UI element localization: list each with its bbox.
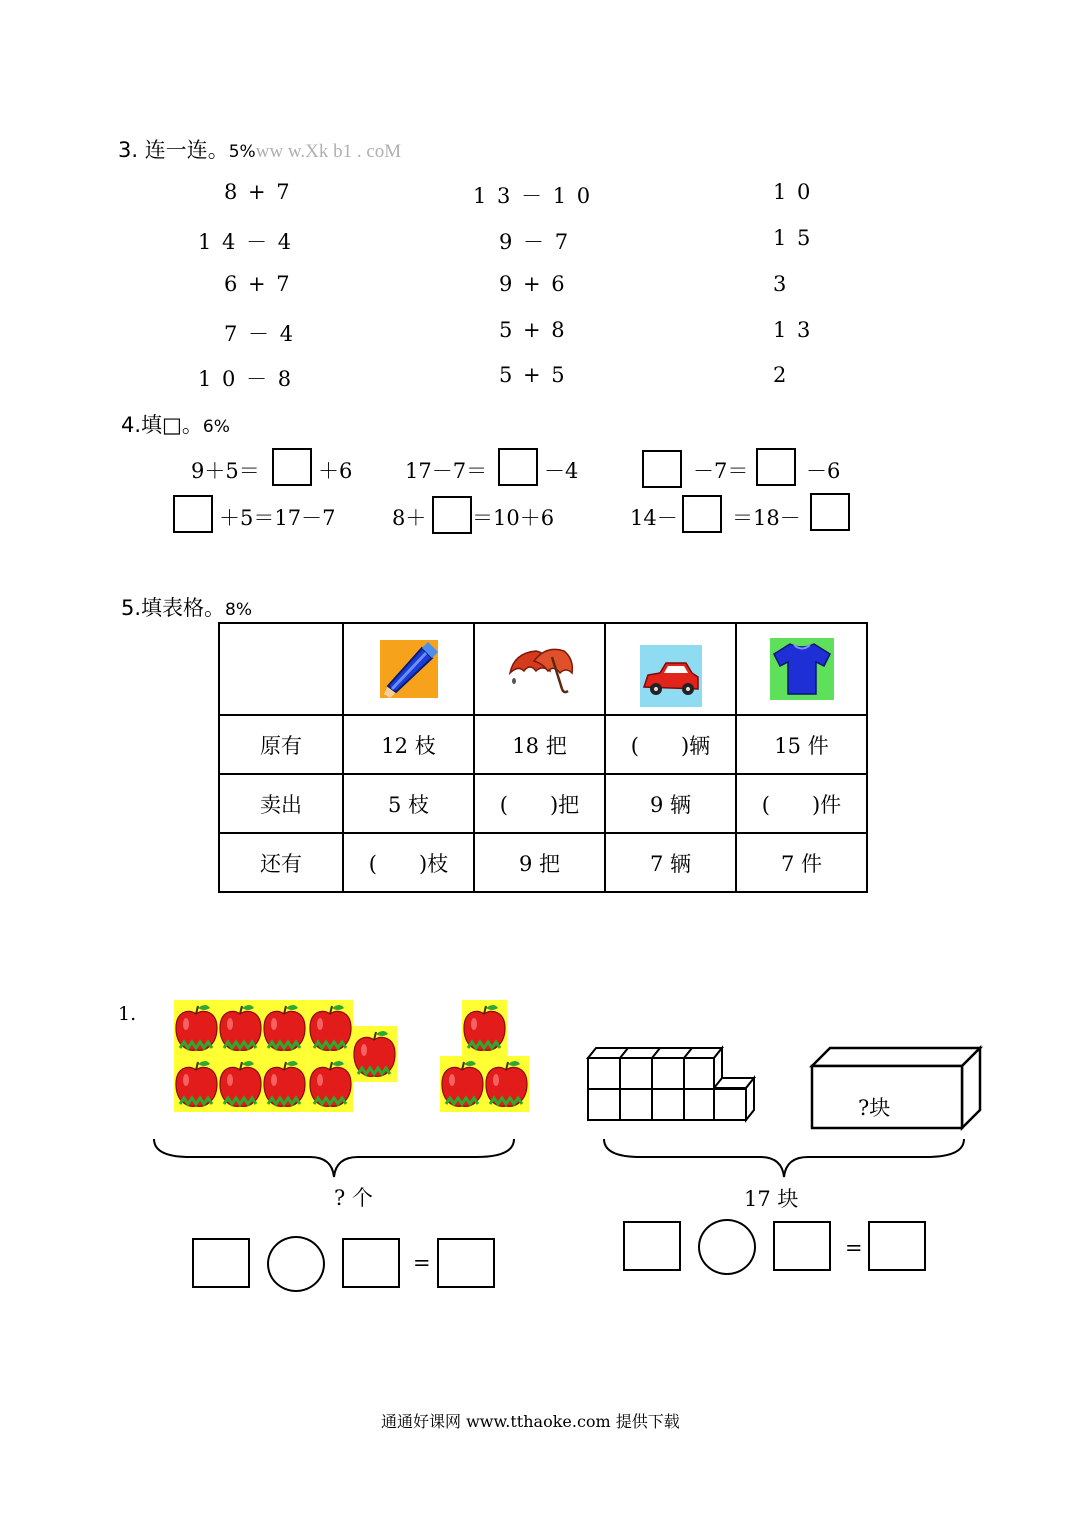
table-cell[interactable]: ( )枝 bbox=[343, 833, 474, 892]
answer-box[interactable] bbox=[623, 1221, 681, 1271]
q3-right-item: 1 0 bbox=[773, 180, 813, 204]
table-cell: 9 把 bbox=[474, 833, 605, 892]
watermark: ww w.Xk b1 . coM bbox=[255, 141, 402, 162]
apple-icon bbox=[462, 1000, 507, 1056]
p1-number: 1. bbox=[118, 1003, 137, 1025]
answer-box[interactable] bbox=[432, 496, 472, 534]
q3-middle-item: 1 3 － 1 0 bbox=[473, 184, 593, 208]
table-cell[interactable]: ( )把 bbox=[474, 774, 605, 833]
q4-expr-text: ＝18－ bbox=[732, 506, 801, 530]
operator-circle[interactable] bbox=[698, 1219, 756, 1275]
q4-expr-text: ＝10＋6 bbox=[472, 506, 555, 530]
answer-box[interactable] bbox=[173, 495, 213, 533]
table-row bbox=[219, 715, 867, 774]
q3-middle-item: 9 － 7 bbox=[499, 230, 571, 254]
inventory-table bbox=[218, 622, 868, 893]
table-cell[interactable]: ( )件 bbox=[736, 774, 867, 833]
q4-expr-text: 17－7＝ bbox=[405, 459, 488, 483]
operator-circle[interactable] bbox=[267, 1236, 325, 1292]
q3-left-item: 6 + 7 bbox=[224, 272, 292, 296]
apple-icon bbox=[440, 1056, 485, 1112]
apple-icon bbox=[308, 1000, 353, 1056]
q4-expr-text: －6 bbox=[806, 459, 841, 483]
answer-box[interactable] bbox=[773, 1221, 831, 1271]
table-header-cell bbox=[474, 623, 605, 715]
q4-expr-text: 14－ bbox=[630, 506, 678, 530]
apple-icon bbox=[218, 1056, 263, 1112]
table-header-cell bbox=[736, 623, 867, 715]
answer-box[interactable] bbox=[342, 1238, 400, 1288]
q3-header bbox=[118, 134, 401, 164]
q3-left-item: 1 0 － 8 bbox=[198, 367, 294, 391]
q5-number: 5. bbox=[121, 596, 142, 620]
footer-text: 通通好课网 www.tthaoke.com 提供下载 bbox=[381, 1412, 680, 1431]
q4-expr-text: 9＋5＝ bbox=[191, 459, 260, 483]
q3-score: 5% bbox=[228, 142, 256, 162]
pencil-icon bbox=[380, 640, 438, 698]
q4-expr-text: ＋6 bbox=[318, 459, 353, 483]
q3-left-item: 7 － 4 bbox=[224, 322, 296, 346]
shirt-icon bbox=[770, 638, 834, 700]
apple-icon bbox=[484, 1056, 529, 1112]
answer-box[interactable] bbox=[810, 493, 850, 531]
answer-box[interactable] bbox=[498, 448, 538, 486]
table-cell: 12 枝 bbox=[343, 715, 474, 774]
q3-right-item: 1 5 bbox=[773, 226, 813, 250]
q3-middle-item: 5 + 5 bbox=[499, 363, 567, 387]
answer-box[interactable] bbox=[868, 1221, 926, 1271]
q3-number: 3. bbox=[118, 138, 139, 162]
table-header-cell bbox=[605, 623, 736, 715]
q3-middle-item: 9 + 6 bbox=[499, 272, 567, 296]
answer-box[interactable] bbox=[642, 450, 682, 488]
row-label: 原有 bbox=[219, 715, 343, 774]
q5-title: 填表格。 bbox=[141, 596, 226, 620]
table-cell: 7 件 bbox=[736, 833, 867, 892]
answer-box[interactable] bbox=[437, 1238, 495, 1288]
table-cell: 18 把 bbox=[474, 715, 605, 774]
table-corner-cell bbox=[219, 623, 343, 715]
table-row bbox=[219, 774, 867, 833]
apple-icon bbox=[174, 1056, 219, 1112]
q4-score: 6% bbox=[202, 417, 230, 437]
q4-number: 4. bbox=[121, 413, 142, 437]
answer-box[interactable] bbox=[192, 1238, 250, 1288]
table-header-cell bbox=[343, 623, 474, 715]
q4-title: 填□。 bbox=[141, 413, 203, 437]
left-brace bbox=[150, 1135, 520, 1181]
apple-icon bbox=[174, 1000, 219, 1056]
apples-illustration bbox=[170, 996, 534, 1118]
q3-right-item: 1 3 bbox=[773, 318, 813, 342]
answer-box[interactable] bbox=[682, 495, 722, 533]
row-label: 还有 bbox=[219, 833, 343, 892]
apple-icon bbox=[218, 1000, 263, 1056]
row-label: 卖出 bbox=[219, 774, 343, 833]
equals-sign: = bbox=[413, 1251, 431, 1275]
answer-box[interactable] bbox=[756, 448, 796, 486]
q5-header bbox=[121, 592, 252, 622]
apple-icon bbox=[262, 1000, 307, 1056]
car-icon bbox=[640, 645, 702, 707]
q3-left-item: 8 + 7 bbox=[224, 180, 292, 204]
q3-title: 连一连。 bbox=[144, 138, 229, 162]
table-cell: 5 枝 bbox=[343, 774, 474, 833]
q3-right-item: 2 bbox=[773, 363, 789, 387]
block-label: ?块 bbox=[858, 1096, 891, 1120]
q4-expr-text: ＋5＝17－7 bbox=[219, 506, 336, 530]
apple-icon bbox=[352, 1026, 397, 1082]
q5-score: 8% bbox=[225, 600, 253, 620]
blocks-illustration bbox=[584, 1040, 984, 1132]
q4-expr-text: 8＋ bbox=[392, 506, 427, 530]
q4-header bbox=[121, 409, 230, 439]
table-cell[interactable]: ( )辆 bbox=[605, 715, 736, 774]
apple-icon bbox=[308, 1056, 353, 1112]
right-brace bbox=[600, 1135, 970, 1181]
q3-left-item: 1 4 － 4 bbox=[198, 230, 294, 254]
q3-middle-item: 5 + 8 bbox=[499, 318, 567, 342]
table-cell: 15 件 bbox=[736, 715, 867, 774]
equals-sign: = bbox=[845, 1236, 863, 1260]
table-row bbox=[219, 833, 867, 892]
table-header-row bbox=[219, 623, 867, 715]
umbrella-icon bbox=[506, 643, 574, 695]
q3-right-item: 3 bbox=[773, 272, 789, 296]
q4-expr-text: －7＝ bbox=[693, 459, 749, 483]
answer-box[interactable] bbox=[272, 448, 312, 486]
right-caption: 17 块 bbox=[744, 1187, 799, 1211]
q4-expr-text: －4 bbox=[544, 459, 579, 483]
table-cell: 7 辆 bbox=[605, 833, 736, 892]
apple-icon bbox=[262, 1056, 307, 1112]
left-caption: ? 个 bbox=[334, 1186, 373, 1210]
table-cell: 9 辆 bbox=[605, 774, 736, 833]
